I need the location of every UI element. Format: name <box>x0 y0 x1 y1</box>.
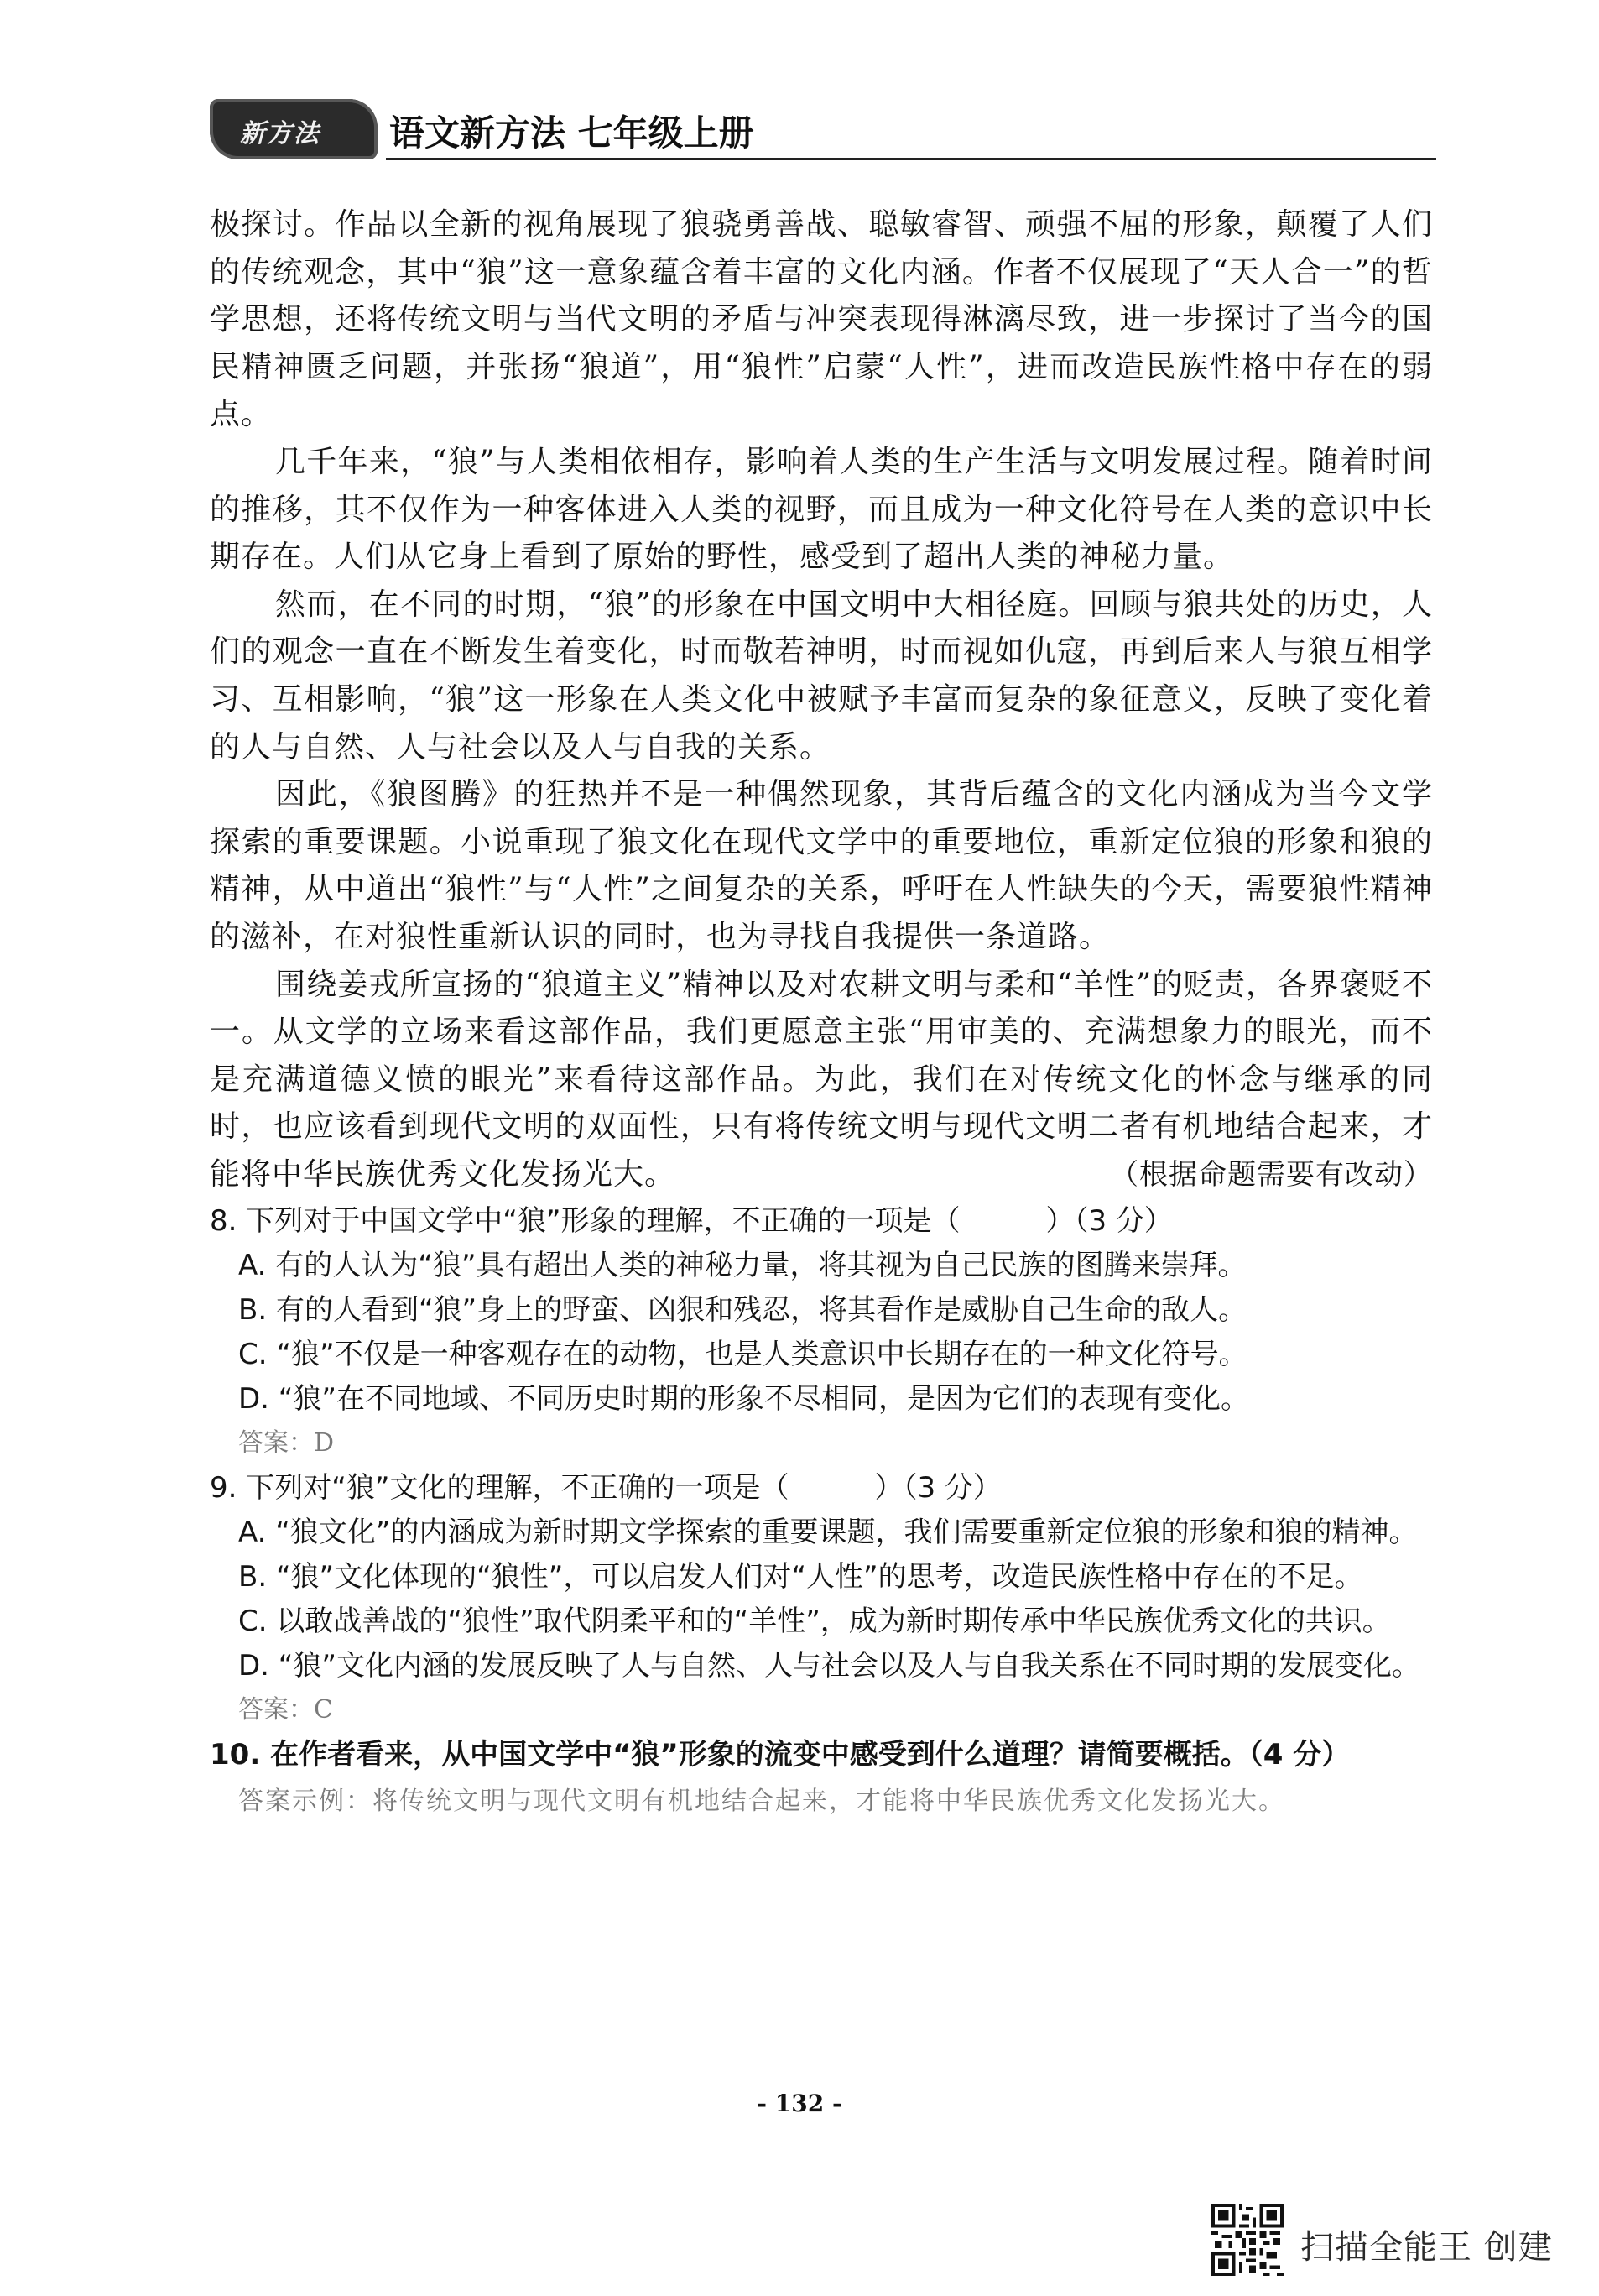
question-8-option-c: C. “狼”不仅是一种客观存在的动物，也是人类意识中长期存在的一种文化符号。 <box>238 1338 1247 1372</box>
question-8-option-d: D. “狼”在不同地域、不同历史时期的形象不尽相同，是因为它们的表现有变化。 <box>238 1382 1250 1417</box>
page-content <box>210 201 1433 1826</box>
logo-text: 新方法 <box>240 119 320 149</box>
question-8-answer: 答案：D <box>238 1428 335 1458</box>
question-9-stem: 9. 下列对“狼”文化的理解，不正确的一项是（ ）（3 分） <box>210 1471 1002 1505</box>
passage-paragraph <box>210 962 1433 1199</box>
passage-paragraph: 因此，《狼图腾》的狂热并不是一种偶然现象，其背后蕴含的文化内涵成为当今文学探索的重要课题。小说重现了狼文化在现代文学中的重要地位，重新定位狼的形象和狼的精神，从中道出“狼性”与“人性”之间复杂的关系，呼吁在人性缺失的今天，需要狼性精神的滋补，在对狼性重新认识的同时，也为寻找自我提供一条道路。 <box>210 777 1433 954</box>
question-9-option-b: B. “狼”文化体现的“狼性”，可以启发人们对“人性”的思考，改造民族性格中存在的不足。 <box>238 1560 1363 1594</box>
qr-code-icon <box>1211 2204 1284 2276</box>
question-8-option-b: B. 有的人看到“狼”身上的野蛮、凶狠和残忍，将其看作是威胁自己生命的敌人。 <box>238 1293 1247 1328</box>
question-9-option-c: C. 以敢战善战的“狼性”取代阴柔平和的“羊性”，成为新时期传承中华民族优秀文化的共识。 <box>238 1605 1391 1639</box>
page-number: - 132 - <box>757 2090 842 2117</box>
source-note: （根据命题需要有改动） <box>1110 1157 1433 1192</box>
passage-paragraph: 然而，在不同的时期，“狼”的形象在中国文明中大相径庭。回顾与狼共处的历史，人们的观念一直在不断发生着变化，时而敬若神明，时而视如仇寇，再到后来人与狼互相学习、互相影响，“狼”这一形象在人类文化中被赋予丰富而复杂的象征意义，反映了变化着的人与自然、人与社会以及人与自我的关系。 <box>210 587 1433 764</box>
question-8-stem: 8. 下列对于中国文学中“狼”形象的理解，不正确的一项是（ ）（3 分） <box>210 1204 1173 1239</box>
book-logo <box>210 99 378 159</box>
watermark-text: 扫描全能王 创建 <box>1300 2228 1553 2267</box>
passage-paragraph: 极探讨。作品以全新的视角展现了狼骁勇善战、聪敏睿智、顽强不屈的形象，颠覆了人们的传统观念，其中“狼”这一意象蕴含着丰富的文化内涵。作者不仅展现了“天人合一”的哲学思想，还将传统文明与当代文明的矛盾与冲突表现得淋漓尽致，进一步探讨了当今的国民精神匮乏问题，并张扬“狼道”，用“狼性”启蒙“人性”，进而改造民族性格中存在的弱点。 <box>210 207 1433 432</box>
question-10-stem: 10. 在作者看来，从中国文学中“狼”形象的流变中感受到什么道理？请简要概括。（4 分） <box>210 1738 1351 1772</box>
page-header <box>210 94 1436 163</box>
passage-last-paragraph-text: 围绕姜戎所宣扬的“狼道主义”精神以及对农耕文明与柔和“羊性”的贬责，各界褒贬不一。从文学的立场来看这部作品，我们更愿意主张“用审美的、充满想象力的眼光，而不是充满道德义愤的眼光”来看待这部作品。为此，我们在对传统文化的怀念与继承的同时，也应该看到现代文明的双面性，只有将传统文明与现代文明二者有机地结合起来，才能将中华民族优秀文化发扬光大。 <box>210 967 1433 1192</box>
question-section <box>210 1198 1433 1826</box>
question-9-answer: 答案：C <box>238 1695 333 1725</box>
reading-passage <box>210 201 1433 1198</box>
question-10-answer: 答案示例：将传统文明与现代文明有机地结合起来，才能将中华民族优秀文化发扬光大。 <box>238 1787 1285 1817</box>
question-9-option-a: A. “狼文化”的内涵成为新时期文学探索的重要课题，我们需要重新定位狼的形象和狼的精神。 <box>238 1516 1418 1550</box>
header-divider <box>386 158 1436 160</box>
book-title: 语文新方法 七年级上册 <box>389 112 754 154</box>
passage-paragraph: 几千年来，“狼”与人类相依相存，影响着人类的生产生活与文明发展过程。随着时间的推移，其不仅作为一种客体进入人类的视野，而且成为一种文化符号在人类的意识中长期存在。人们从它身上看到了原始的野性，感受到了超出人类的神秘力量。 <box>210 444 1433 575</box>
question-9-option-d: D. “狼”文化内涵的发展反映了人与自然、人与社会以及人与自我关系在不同时期的发展变化。 <box>238 1649 1421 1683</box>
scanner-watermark <box>1211 2204 1581 2276</box>
question-8-option-a: A. 有的人认为“狼”具有超出人类的神秘力量，将其视为自己民族的图腾来崇拜。 <box>238 1249 1247 1283</box>
